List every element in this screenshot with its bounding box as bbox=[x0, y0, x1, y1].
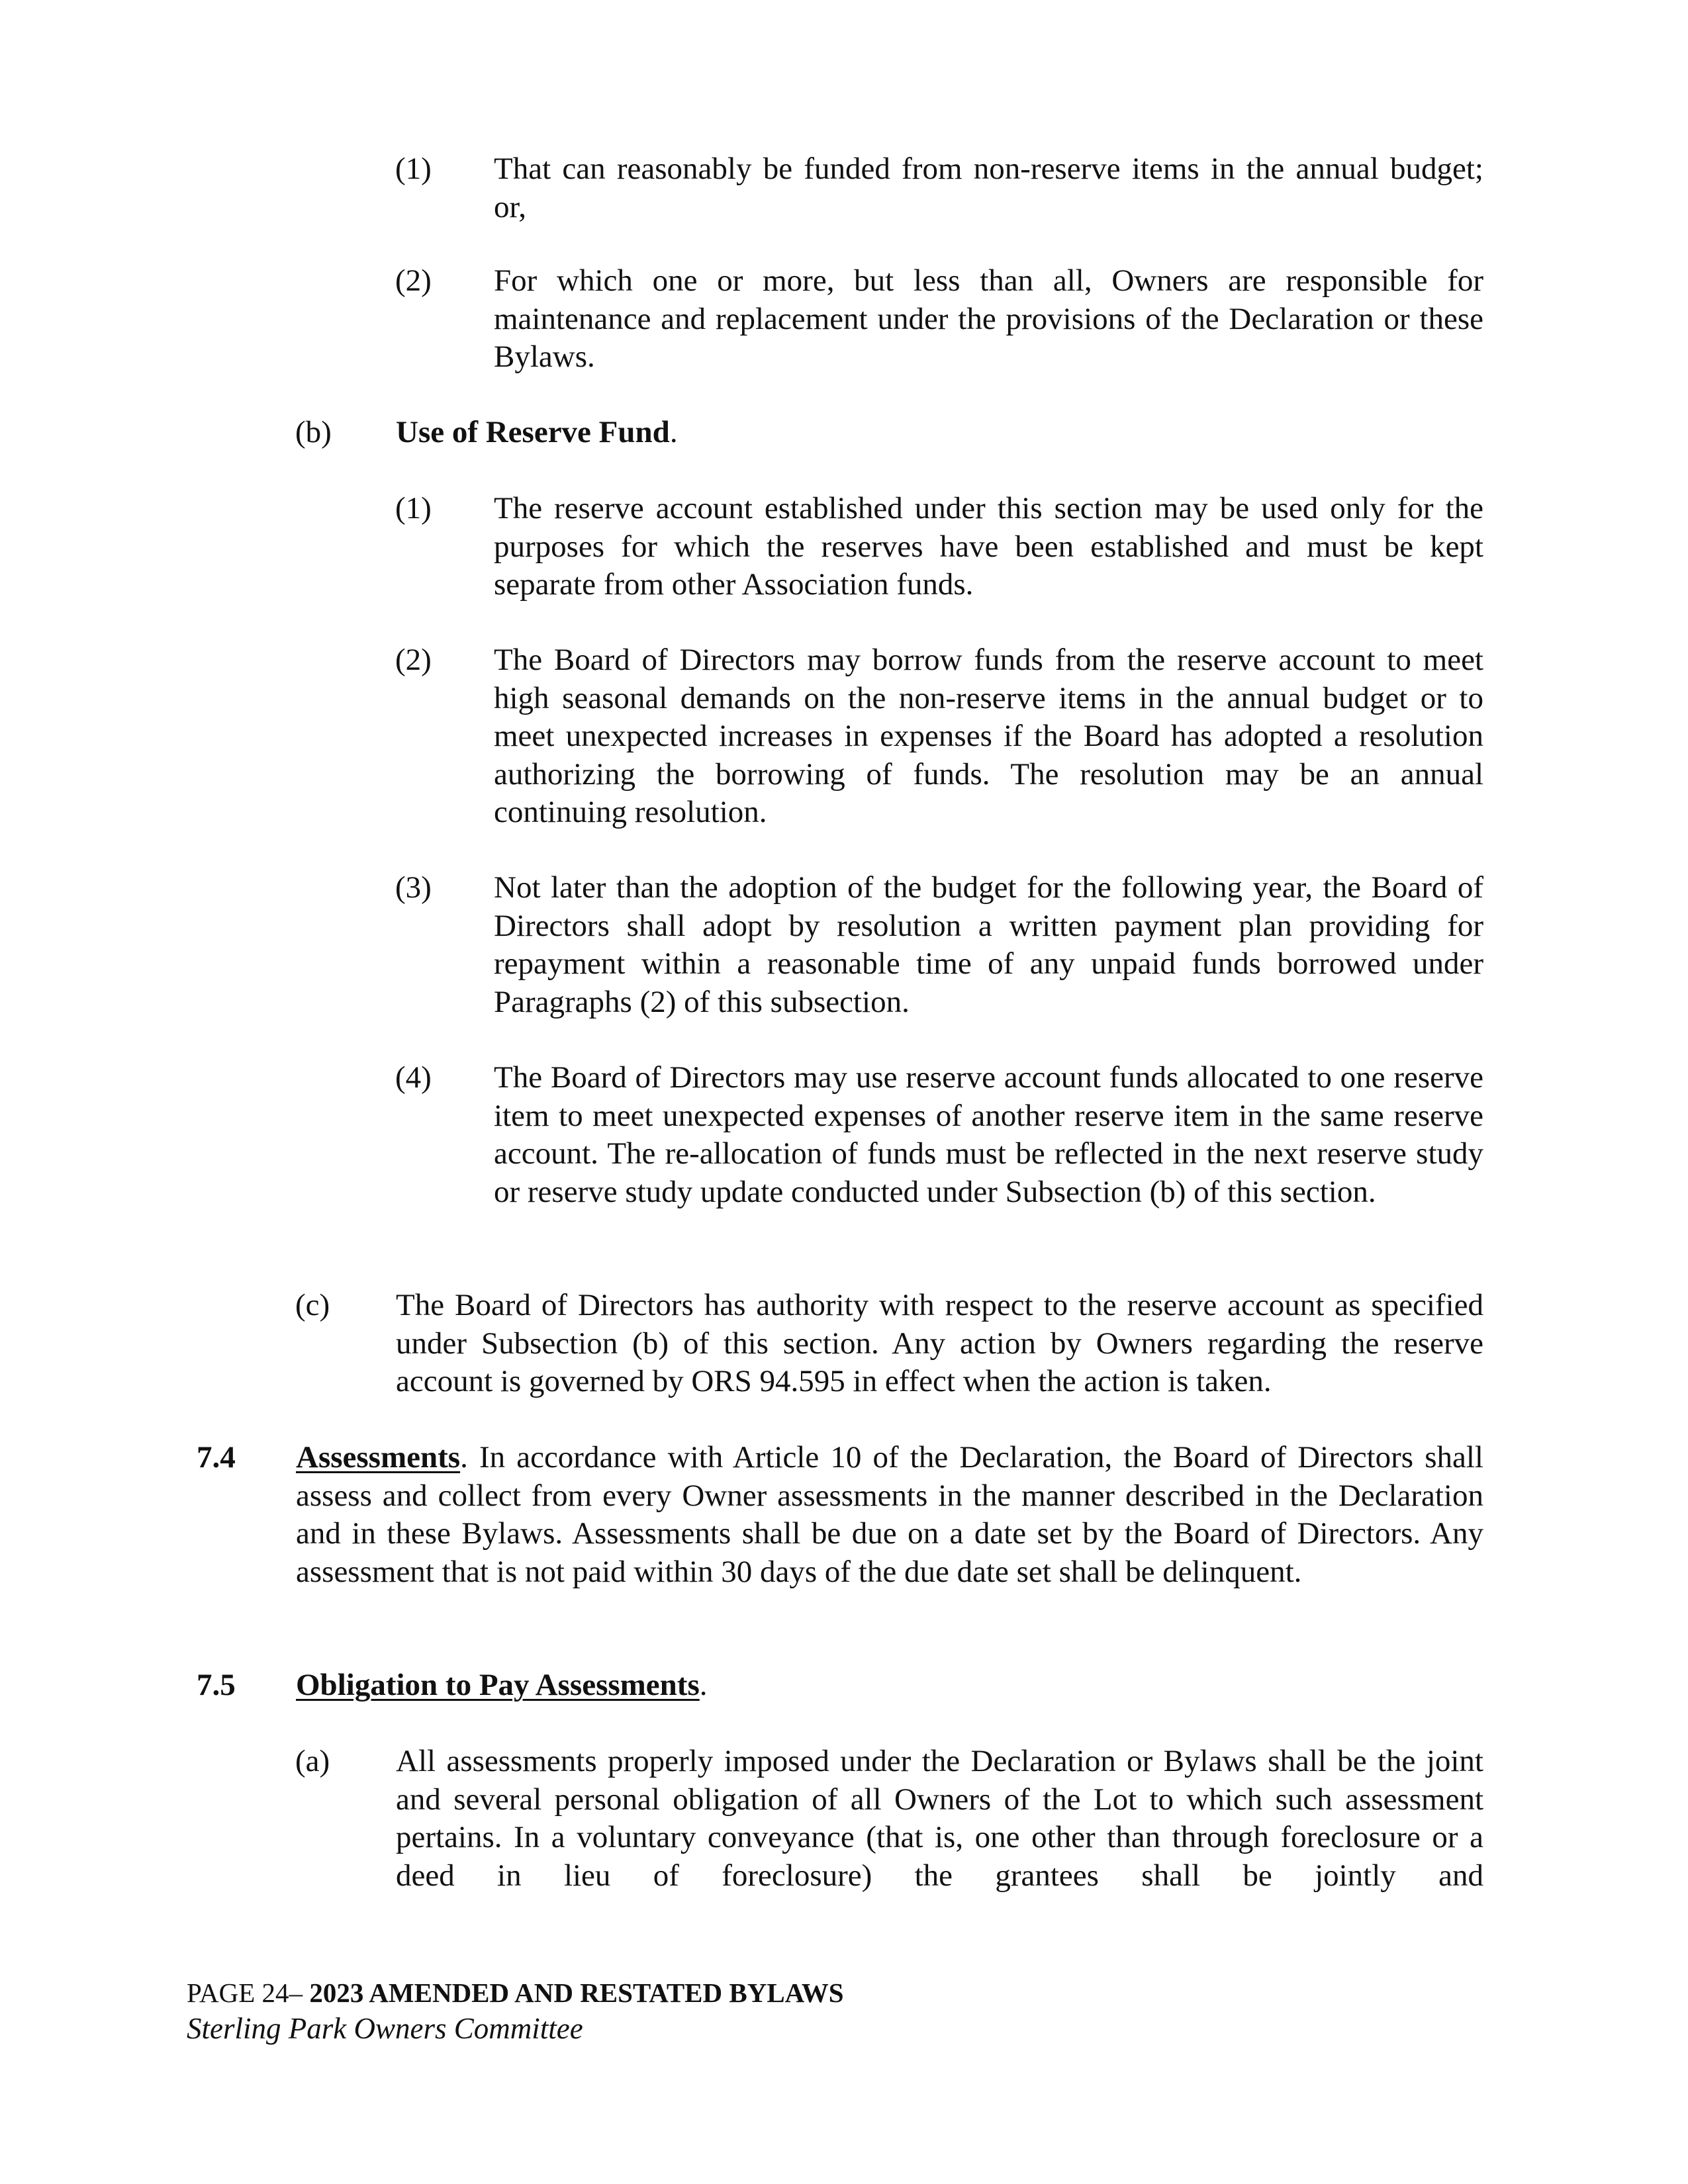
section-text: . In accordance with Article 10 of the Declaration, the Board of Directors shall assess and collect from every Owner assessments in the manner described in the Declaration and in these Bylaws. Assessments shall be due on a date set by the Board of Directors. Any assessment that is not paid within 30 days of the due date set shall be delinquent. bbox=[296, 1440, 1483, 1589]
subsection-text: The Board of Directors has authority with respect to the reserve account as specified under Subsection (b) of this section. Any action by Owners regarding the reserve account is governed by ORS 94.595 in effect when the action is taken. bbox=[396, 1288, 1483, 1398]
item-text: Not later than the adoption of the budget for the following year, the Board of Directors shall adopt by resolution a written payment plan providing for repayment within a reasonable time of any unpaid funds borrowed under Paragraphs (2) of this subsection. bbox=[494, 870, 1483, 1019]
item-text: That can reasonably be funded from non-reserve items in the annual budget; or, bbox=[494, 152, 1483, 224]
subsection-heading-line bbox=[396, 414, 1483, 452]
item-label: (3) bbox=[395, 870, 432, 905]
page-footer bbox=[187, 1976, 844, 2009]
item-text: The Board of Directors may borrow funds from the reserve account to meet high seasonal demands on the non-reserve items in the annual budget or to meet unexpected increases in expenses if the Board has adopted a resolution authorizing the borrowing of funds. The resolution may be an annual continuing resolution. bbox=[494, 643, 1483, 829]
page-number: PAGE 24 bbox=[187, 1978, 289, 2008]
section-heading-line bbox=[296, 1666, 1483, 1705]
subsection-text: All assessments properly imposed under the Declaration or Bylaws shall be the joint and several personal obligation of all Owners of the Lot to which such assessment pertains. In a voluntary conveyance (that is, one other than through foreclosure or a deed in lieu of foreclosure) the grantees shall be jointly and bbox=[396, 1744, 1483, 1893]
section-number: 7.5 bbox=[197, 1668, 236, 1702]
subsection-heading-trail: . bbox=[669, 415, 678, 449]
item-label: (2) bbox=[395, 263, 432, 298]
section-heading: Obligation to Pay Assessments bbox=[296, 1668, 700, 1702]
organization-name: Sterling Park Owners Committee bbox=[187, 2012, 583, 2045]
subsection-label: (a) bbox=[295, 1744, 330, 1778]
item-text: The Board of Directors may use reserve account funds allocated to one reserve item to meet unexpected expenses of another reserve item in the same reserve account. The re-allocation of funds must be reflected in the next reserve study or reserve study update conducted under Subsection (b) of this section. bbox=[494, 1060, 1483, 1209]
item-text: For which one or more, but less than all, Owners are responsible for maintenance and replacement under the provisions of the Declaration or these Bylaws. bbox=[494, 263, 1483, 374]
document-title: 2023 AMENDED AND RESTATED BYLAWS bbox=[309, 1978, 844, 2008]
footer-dash: – bbox=[289, 1978, 310, 2008]
item-label: (1) bbox=[395, 491, 432, 525]
item-label: (2) bbox=[395, 643, 432, 677]
section-number: 7.4 bbox=[197, 1440, 236, 1475]
item-label: (1) bbox=[395, 152, 432, 186]
section-heading: Assessments bbox=[296, 1440, 461, 1475]
section-heading-trail: . bbox=[699, 1668, 708, 1702]
item-text: The reserve account established under this section may be used only for the purposes for which the reserves have been established and must be kept separate from other Association funds. bbox=[494, 491, 1483, 602]
subsection-label: (b) bbox=[295, 415, 332, 449]
subsection-label: (c) bbox=[295, 1288, 330, 1322]
section-paragraph bbox=[296, 1439, 1483, 1591]
item-label: (4) bbox=[395, 1060, 432, 1095]
subsection-heading: Use of Reserve Fund bbox=[396, 415, 670, 449]
